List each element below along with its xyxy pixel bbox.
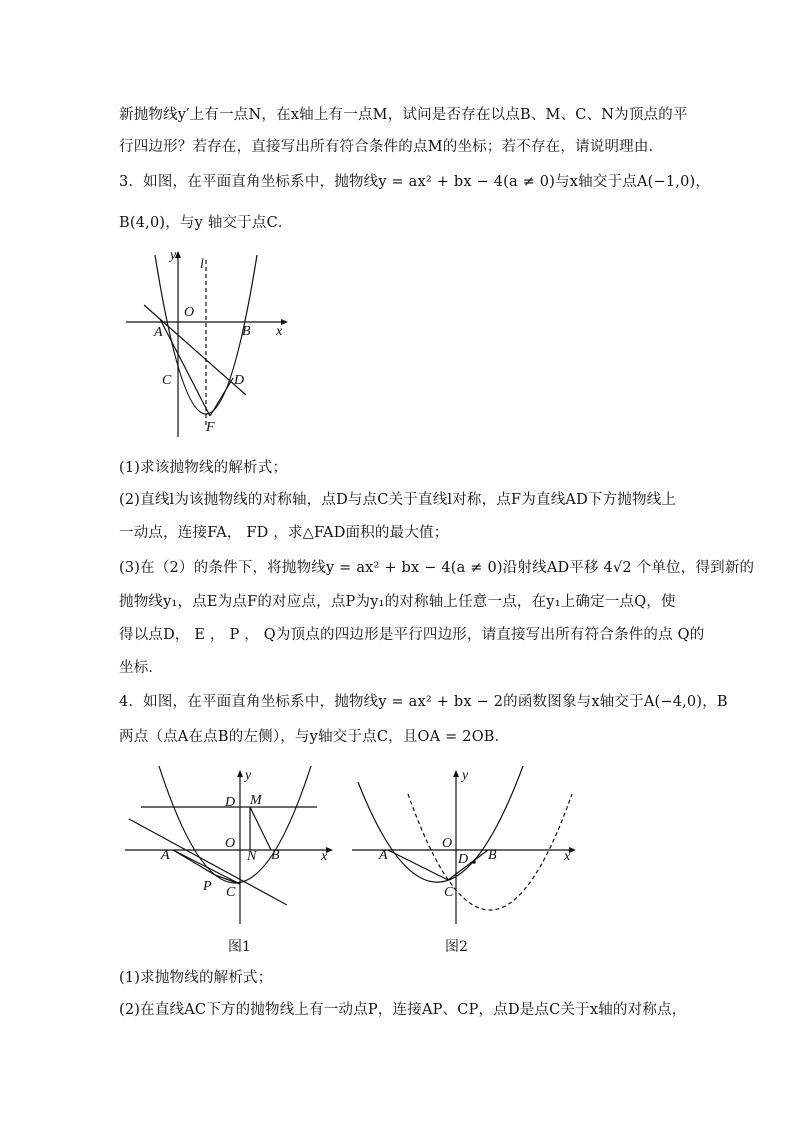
figure-2-caption: 图2	[445, 939, 468, 955]
label-y: y	[462, 768, 469, 783]
label-o: O	[225, 836, 236, 851]
question-4-figure-1	[125, 764, 345, 930]
y-axis-arrow	[237, 770, 243, 777]
text-line-13: 两点（点A在点B的左侧），与y轴交于点C，且OA = 2OB．	[119, 729, 510, 745]
text-line-4: B(4,0)，与y 轴交于点C．	[119, 215, 293, 231]
label-l: l	[200, 257, 204, 272]
label-a: A	[161, 848, 170, 863]
original-parabola	[358, 766, 523, 882]
parabola-curve	[159, 766, 311, 883]
label-b: B	[271, 848, 280, 863]
label-d: D	[225, 795, 236, 810]
label-f: F	[206, 420, 215, 435]
label-c: C	[162, 373, 172, 388]
label-y: y	[245, 768, 252, 783]
label-o: O	[184, 305, 195, 320]
segment-fd	[210, 378, 233, 416]
text-line-10: 得以点D， E ， P ， Q为顶点的四边形是平行四边形，请直接写出所有符合条件的点 Q的	[119, 627, 705, 643]
question-4-title: 4．如图，在平面直角坐标系中，抛物线y = ax² + bx − 2的函数图象与x轴交于A(−4,0)，B	[119, 694, 728, 710]
label-b: B	[488, 848, 497, 863]
question-3-part-1: (1)求该抛物线的解析式；	[119, 460, 288, 476]
question-3-figure	[118, 245, 298, 445]
question-4-part-2: (2)在直线AC下方的抛物线上有一动点P，连接AP、CP，点D是点C关于x轴的对称点，	[119, 1002, 687, 1018]
text-line-2: 行四边形？若存在，直接写出所有符合条件的点M的坐标；若不存在，请说明理由．	[119, 139, 664, 155]
question-3-title: 3．如图，在平面直角坐标系中，抛物线y = ax² + bx − 4(a ≠ 0)与x轴交于点A(−1,0)，	[119, 174, 711, 190]
segment-mb	[250, 807, 271, 850]
label-o: O	[442, 836, 453, 851]
text-line-7: 一动点，连接FA， FD ，求△FAD面积的最大值；	[119, 525, 449, 541]
figure-1-caption: 图1	[228, 939, 251, 955]
segment-pc	[215, 875, 240, 884]
text-line-9: 抛物线y₁，点E为点F的对应点，点P为y₁的对称轴上任意一点，在y₁上确定一点Q，使	[119, 594, 676, 610]
label-x: x	[321, 849, 328, 864]
label-a: A	[154, 325, 163, 340]
label-p: P	[203, 879, 212, 894]
y-axis-arrow	[453, 770, 459, 777]
question-4-figure-2	[348, 764, 588, 930]
question-3-part-3: (3)在（2）的条件下，将抛物线y = ax² + bx − 4(a ≠ 0)沿射线AD平移 4√2 个单位，得到新的	[119, 560, 755, 576]
label-x: x	[564, 849, 571, 864]
question-4-part-1: (1)求抛物线的解析式；	[119, 970, 273, 986]
label-d: D	[458, 852, 469, 867]
label-c: C	[226, 885, 236, 900]
label-d: D	[234, 373, 245, 388]
label-b: B	[242, 324, 251, 339]
label-x: x	[276, 324, 283, 339]
text-line-1: 新抛物线y′上有一点N，在x轴上有一点M，试问是否存在以点B、M、C、N为顶点的平	[119, 107, 688, 123]
question-3-part-2: (2)直线l为该抛物线的对称轴，点D与点C关于直线l对称，点F为直线AD下方抛物线上	[119, 492, 677, 508]
segment-fa	[160, 319, 210, 416]
label-a: A	[379, 848, 388, 863]
text-line-11: 坐标．	[119, 660, 164, 676]
point-d	[472, 860, 476, 864]
label-c: C	[444, 885, 454, 900]
label-m: M	[250, 793, 262, 808]
label-n: N	[247, 849, 257, 864]
label-y: y	[170, 248, 177, 263]
